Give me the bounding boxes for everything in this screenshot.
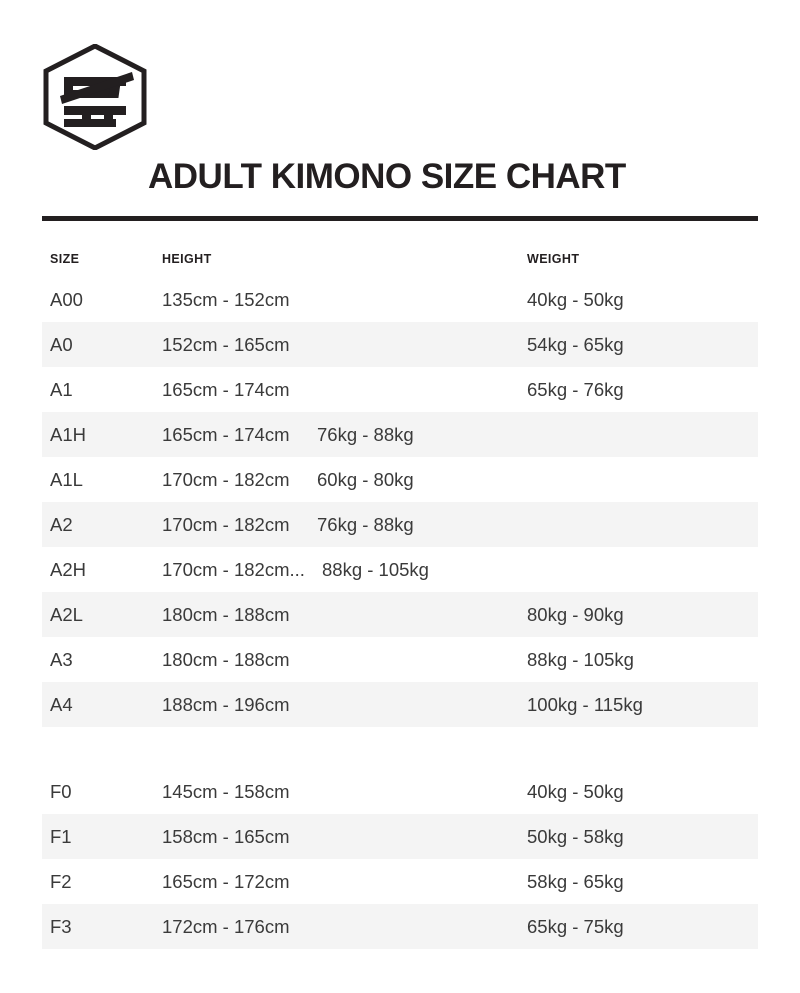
table-row: [42, 637, 758, 682]
cell-weight: 60kg - 80kg: [317, 468, 414, 490]
cell-height: 145cm - 158cm: [162, 780, 290, 802]
title-divider: [42, 216, 758, 221]
cell-weight: 80kg - 90kg: [527, 603, 624, 625]
cell-height: 170cm - 182cm: [162, 513, 290, 535]
table-row: [42, 367, 758, 412]
cell-size: A4: [50, 693, 73, 715]
cell-height: 165cm - 172cm: [162, 870, 290, 892]
cell-size: A00: [50, 288, 83, 310]
cell-weight: 54kg - 65kg: [527, 333, 624, 355]
cell-size: A3: [50, 648, 73, 670]
cell-size: A1: [50, 378, 73, 400]
cell-weight: 50kg - 58kg: [527, 825, 624, 847]
table-row: [42, 682, 758, 727]
table-row: [42, 814, 758, 859]
cell-weight: 65kg - 76kg: [527, 378, 624, 400]
cell-weight: 88kg - 105kg: [322, 558, 429, 580]
table-row: [42, 769, 758, 814]
table-row: [42, 277, 758, 322]
table-row: [42, 859, 758, 904]
table-row: [42, 592, 758, 637]
size-chart-table: [42, 240, 758, 949]
cell-height: 165cm - 174cm: [162, 423, 290, 445]
cell-weight: 100kg - 115kg: [527, 693, 643, 715]
cell-weight: 65kg - 75kg: [527, 915, 624, 937]
cell-height: 180cm - 188cm: [162, 648, 290, 670]
cell-weight: 40kg - 50kg: [527, 288, 624, 310]
cell-height: 170cm - 182cm: [162, 468, 290, 490]
table-row: [42, 322, 758, 367]
cell-weight: 88kg - 105kg: [527, 648, 634, 670]
page-title: ADULT KIMONO SIZE CHART: [148, 157, 626, 196]
cell-weight: 58kg - 65kg: [527, 870, 624, 892]
cell-height: 135cm - 152cm: [162, 288, 290, 310]
cell-height: 180cm - 188cm: [162, 603, 290, 625]
cell-height: 172cm - 176cm: [162, 915, 290, 937]
cell-height: 152cm - 165cm: [162, 333, 290, 355]
cell-size: F2: [50, 870, 72, 892]
table-row: [42, 547, 758, 592]
cell-size: A2L: [50, 603, 83, 625]
cell-size: A0: [50, 333, 73, 355]
table-row: [42, 457, 758, 502]
cell-size: A1H: [50, 423, 86, 445]
table-row: [42, 904, 758, 949]
cell-size: A2H: [50, 558, 86, 580]
cell-size: A2: [50, 513, 73, 535]
column-header-size: SIZE: [50, 251, 80, 266]
cell-weight: 40kg - 50kg: [527, 780, 624, 802]
column-header-height: HEIGHT: [162, 251, 212, 266]
cell-height: 170cm - 182cm...: [162, 558, 305, 580]
cell-size: F3: [50, 915, 72, 937]
cell-height: 188cm - 196cm: [162, 693, 290, 715]
aesthetic-logo: [42, 44, 148, 150]
cell-size: F1: [50, 825, 72, 847]
cell-size: A1L: [50, 468, 83, 490]
table-section-gap: [42, 727, 758, 769]
cell-height: 158cm - 165cm: [162, 825, 290, 847]
cell-size: F0: [50, 780, 72, 802]
column-header-weight: WEIGHT: [527, 251, 580, 266]
cell-weight: 76kg - 88kg: [317, 423, 414, 445]
table-row: [42, 502, 758, 547]
cell-weight: 76kg - 88kg: [317, 513, 414, 535]
cell-height: 165cm - 174cm: [162, 378, 290, 400]
table-header-row: [42, 240, 758, 277]
table-row: [42, 412, 758, 457]
